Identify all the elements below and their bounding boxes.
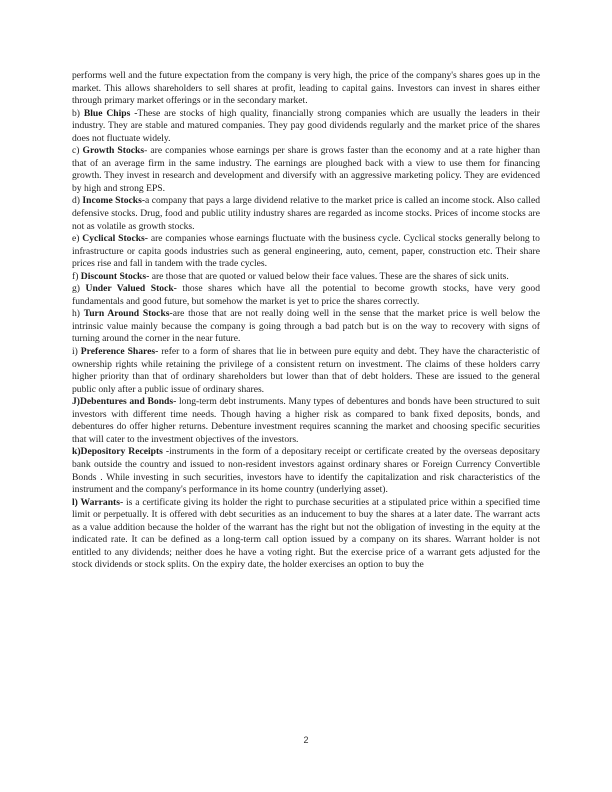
item-term: Blue Chips - <box>83 107 138 119</box>
item-prefix: f) <box>72 270 81 282</box>
item-term: Discount Stocks- <box>80 270 150 282</box>
list-item <box>72 396 540 446</box>
item-term: Growth Stocks <box>82 145 145 157</box>
list-item <box>72 195 540 233</box>
list-item <box>72 271 540 284</box>
list-item <box>72 308 540 346</box>
intro-paragraph: performs well and the future expectation from the company is very high, the price of the company's shares goes up in the market. This allows shareholders to sell shares at profit, leading to capital gains. Investors can invest in shares either through primary market offerings or in the secondary market. <box>72 70 540 107</box>
item-prefix: g) <box>72 283 86 295</box>
item-body: - are companies whose earnings per share is grows faster than the economy and at a rate higher than that of an average firm in the same industry. The earnings are ploughed back with a view to use them for financing growth. They invest in research and development and diversify with an aggressive marketing policy. They are evidenced by high and strong EPS. <box>72 145 541 194</box>
item-body: refer to a form of shares that lie in between pure equity and debt. They have the characteristic of ownership rights while retaining the privilege of a consistent return on investment. The claims of these holders carry higher priority than that of ordinary shareholders but lower than that of debt holders. These are issued to the general public only after a public issue of ordinary shares. <box>72 346 540 395</box>
item-body: are those that are quoted or valued below their face values. These are the shares of sick units. <box>149 270 509 282</box>
item-prefix: d) <box>72 195 83 207</box>
item-term: Cyclical Stocks- <box>82 233 148 245</box>
page-number: 2 <box>303 735 309 745</box>
list-item <box>72 108 540 146</box>
list-item <box>72 283 540 308</box>
item-term: k)Depository Receipts - <box>72 446 170 458</box>
item-body: long-term debt instruments. Many types of debentures and bonds have been structured to suit investors with different time needs. Though having a higher risk as compared to bank fixed deposits, bonds, and debentures do offer higher returns. Debenture investment requires scanning the market and choosing specific securities that will cater to the investment objectives of the investors. <box>72 396 540 445</box>
item-prefix: b) <box>72 107 84 119</box>
list-item <box>72 497 540 572</box>
item-prefix: h) <box>72 308 84 320</box>
item-body: those shares which have all the potential to become growth stocks, have very good fundamentals and good future, but somehow the market is yet to price the shares correctly. <box>72 283 541 307</box>
item-body: are those that are not really doing well in the sense that the market price is well below the intrinsic value mainly because the company is going through a bad patch but is on the way to recovery with signs of turning around the corner in the near future. <box>72 308 540 345</box>
item-body: is a certificate giving its holder the right to purchase securities at a stipulated price within a specified time limit or perpetually. It is offered with debt securities as an inducement to buy the shares at a later date. The warrant acts as a value addition because the holder of the warrant has the right but not the obligation of investing in the equity at the indicated rate. It can be defined as a long-term call option issued by a company on its shares. Warrant holder is not entitled to any dividends; neither does he have a voting right. But the exercise price of a warrant gets adjusted for the stock dividends or stock splits. On the expiry date, the holder exercises an option to buy the <box>72 496 541 571</box>
item-term: l) Warrants- <box>72 496 124 508</box>
item-term: Preference Shares- <box>80 346 159 358</box>
body-text <box>72 70 540 572</box>
item-term: Income Stocks- <box>82 195 146 207</box>
item-prefix: i) <box>72 346 81 358</box>
item-body: a company that pays a large dividend relative to the market price is called an income stock. Also called defensive stocks. Drug, food and public utility industry shares are regarded as income stocks. Prices of income stocks are not as volatile as growth stocks. <box>72 195 541 232</box>
list-item <box>72 145 540 195</box>
item-body: These are stocks of high quality, financially strong companies which are usually the leaders in their industry. They are stable and matured companies. They pay good dividends regularly and the market price of the shares does not fluctuate widely. <box>72 107 540 144</box>
item-term: Turn Around Stocks- <box>83 308 173 320</box>
item-prefix: e) <box>72 233 83 245</box>
item-body: instruments in the form of a depositary receipt or certificate created by the overseas depositary bank outside the country and issued to non-resident investors against ordinary shares or Foreign Currency Convertible Bonds . While investing in such securities, investors have to identify the capitalization and risk characteristics of the instrument and the company's performance in its home country (underlying asset). <box>72 446 540 496</box>
list-item <box>72 233 540 271</box>
item-body: are companies whose earnings fluctuate with the business cycle. Cyclical stocks generally belong to infrastructure or capita goods industries such as general engineering, auto, cement, paper, construction etc. Their share prices rise and fall in tandem with the trade cycles. <box>72 233 540 270</box>
item-prefix: c) <box>72 145 83 157</box>
item-term: J)Debentures and Bonds- <box>72 396 177 408</box>
list-item <box>72 446 540 496</box>
list-item <box>72 346 540 396</box>
item-term: Under Valued Stock- <box>85 283 177 295</box>
